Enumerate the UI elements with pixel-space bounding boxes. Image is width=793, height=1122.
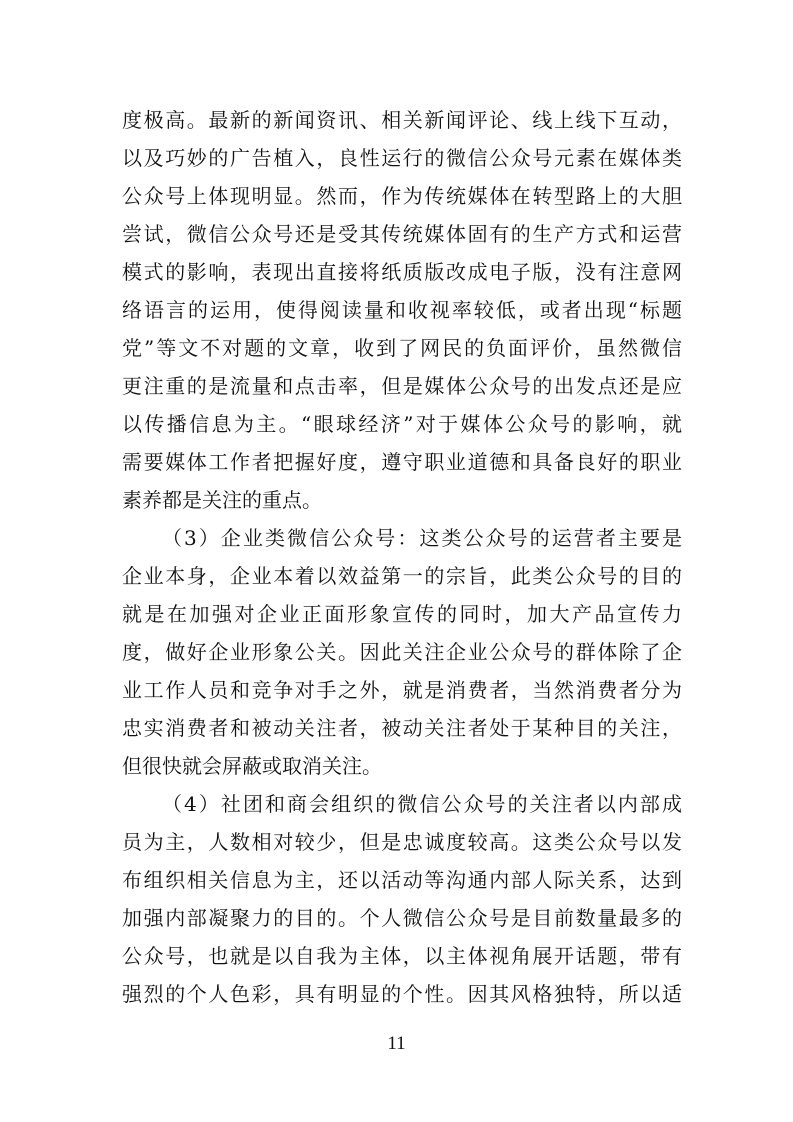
text-line: 度极高。最新的新闻资讯、相关新闻评论、线上线下互动， <box>122 108 682 132</box>
text-line: 公众号上体现明显。然而，作为传统媒体在转型路上的大胆 <box>122 184 682 208</box>
text-line: 以及巧妙的广告植入，良性运行的微信公众号元素在媒体类 <box>122 146 682 170</box>
text-line: 需要媒体工作者把握好度，遵守职业道德和具备良好的职业 <box>122 450 682 474</box>
text-line: 党”等文不对题的文章，收到了网民的负面评价，虽然微信 <box>122 336 682 360</box>
text-line: 就是在加强对企业正面形象宣传的同时，加大产品宣传力 <box>122 602 682 626</box>
paragraph-4-first-line: （4）社团和商会组织的微信公众号的关注者以内部成 <box>162 792 682 816</box>
text-line: 以传播信息为主。“眼球经济”对于媒体公众号的影响，就 <box>122 412 682 436</box>
text-line: 忠实消费者和被动关注者，被动关注者处于某种目的关注， <box>122 716 682 740</box>
text-line: 尝试，微信公众号还是受其传统媒体固有的生产方式和运营 <box>122 222 682 246</box>
text-line: 模式的影响，表现出直接将纸质版改成电子版，没有注意网 <box>122 260 682 284</box>
text-line: 加强内部凝聚力的目的。个人微信公众号是目前数量最多的 <box>122 906 682 930</box>
text-line: 络语言的运用，使得阅读量和收视率较低，或者出现“标题 <box>122 298 682 322</box>
text-line: 业工作人员和竞争对手之外，就是消费者，当然消费者分为 <box>122 678 682 702</box>
text-line: 公众号，也就是以自我为主体，以主体视角展开话题，带有 <box>122 944 682 968</box>
text-line: 但很快就会屏蔽或取消关注。 <box>122 754 382 778</box>
paragraph-3-first-line: （3）企业类微信公众号：这类公众号的运营者主要是 <box>162 526 682 550</box>
text-line: 企业本身，企业本着以效益第一的宗旨，此类公众号的目的 <box>122 564 682 588</box>
text-line: 度，做好企业形象公关。因此关注企业公众号的群体除了企 <box>122 640 682 664</box>
text-line: 布组织相关信息为主，还以活动等沟通内部人际关系，达到 <box>122 868 682 892</box>
text-line: 员为主，人数相对较少，但是忠诚度较高。这类公众号以发 <box>122 830 682 854</box>
page-number: 11 <box>387 1033 406 1054</box>
text-line: 强烈的个人色彩，具有明显的个性。因其风格独特，所以适 <box>122 982 682 1006</box>
text-line: 素养都是关注的重点。 <box>122 488 322 512</box>
text-line: 更注重的是流量和点击率，但是媒体公众号的出发点还是应 <box>122 374 682 398</box>
